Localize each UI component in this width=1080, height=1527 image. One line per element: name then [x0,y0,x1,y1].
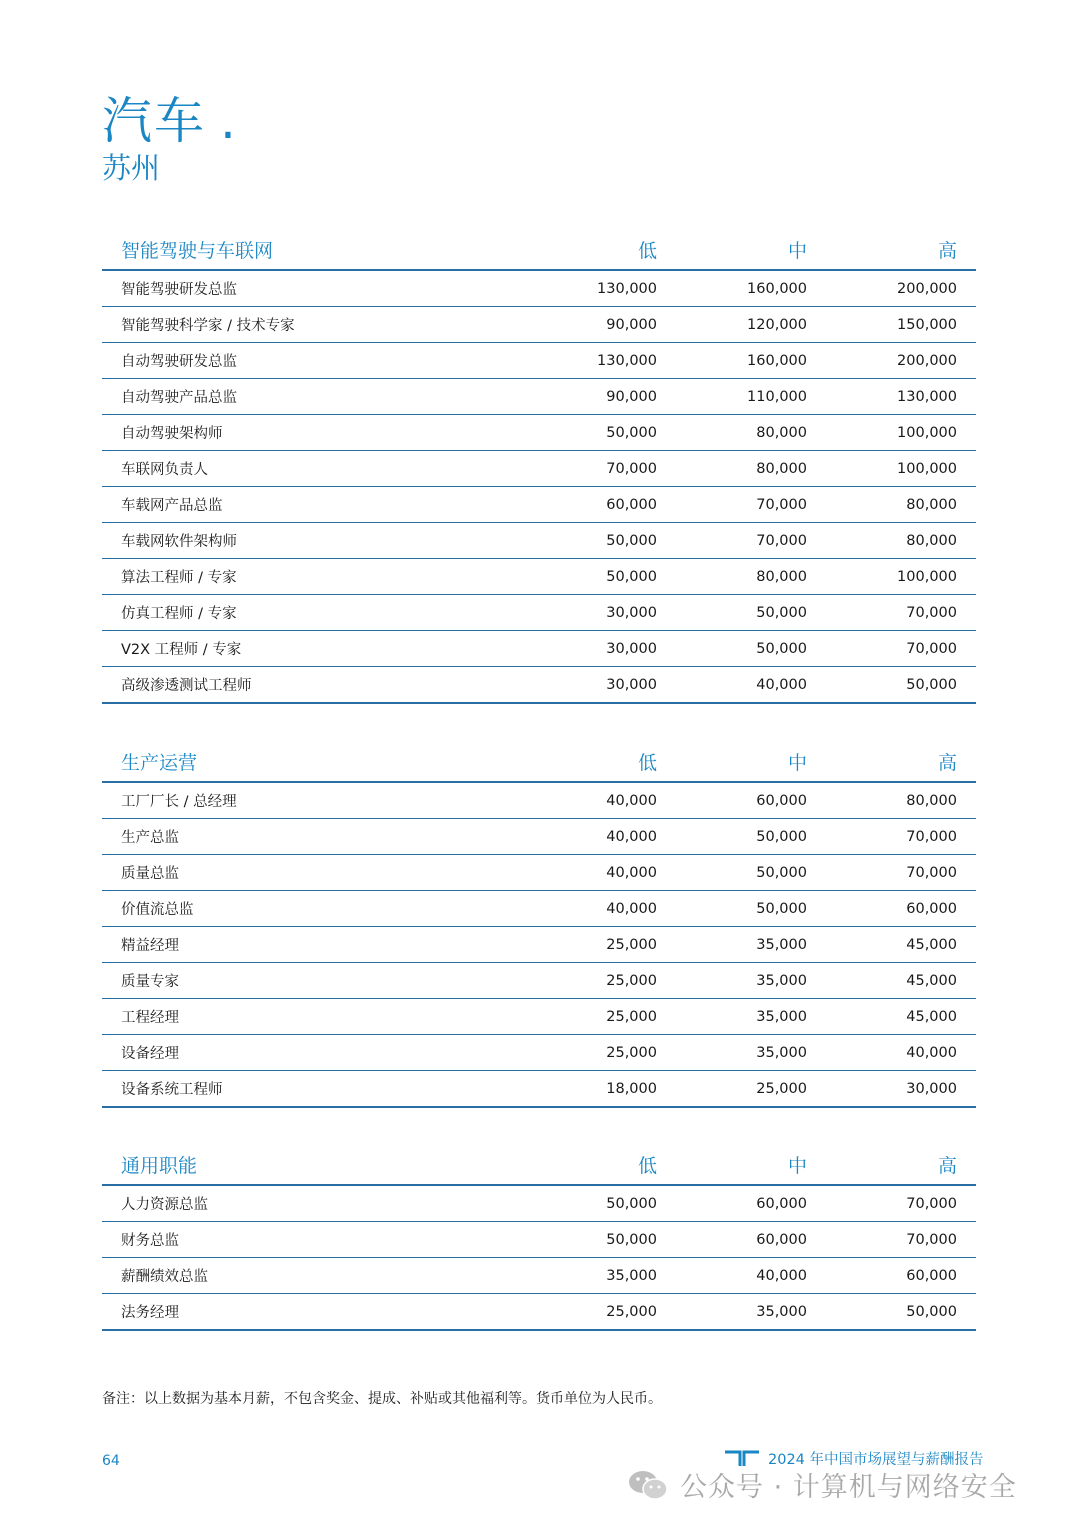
table-row [102,631,976,667]
mid-column-header: 中 [657,739,807,782]
table-row [102,487,976,523]
table-row [102,1294,976,1331]
salary-mid: 160,000 [657,343,807,379]
table-row [102,667,976,704]
salary-high: 70,000 [807,855,976,891]
salary-mid: 35,000 [657,999,807,1035]
job-title: 生产总监 [102,819,502,855]
high-column-header: 高 [807,227,976,270]
job-title: 工厂厂长 / 总经理 [102,782,502,819]
page-title-text: 汽车 [102,92,206,150]
salary-mid: 70,000 [657,487,807,523]
mid-column-header: 中 [657,1142,807,1185]
job-title: 设备经理 [102,1035,502,1071]
job-title: 法务经理 [102,1294,502,1331]
table-header-row [102,1142,976,1185]
salary-low: 30,000 [502,631,657,667]
job-title: 财务总监 [102,1222,502,1258]
salary-table-intelligent-driving [102,227,976,704]
salary-high: 100,000 [807,415,976,451]
page-number: 64 [102,1453,120,1469]
salary-low: 90,000 [502,379,657,415]
salary-low: 35,000 [502,1258,657,1294]
salary-table-general-functions [102,1142,976,1331]
salary-mid: 160,000 [657,270,807,307]
table-header-row [102,227,976,270]
footnote: 备注：以上数据为基本月薪，不包含奖金、提成、补贴或其他福利等。货币单位为人民币。 [102,1391,662,1407]
table-row [102,963,976,999]
salary-high: 100,000 [807,451,976,487]
salary-mid: 60,000 [657,1185,807,1222]
table-row [102,270,976,307]
job-title: 自动驾驶研发总监 [102,343,502,379]
salary-mid: 80,000 [657,559,807,595]
job-title: 车联网负责人 [102,451,502,487]
salary-high: 60,000 [807,1258,976,1294]
salary-mid: 50,000 [657,891,807,927]
salary-high: 150,000 [807,307,976,343]
job-title: 精益经理 [102,927,502,963]
salary-high: 70,000 [807,595,976,631]
salary-mid: 25,000 [657,1071,807,1108]
salary-high: 80,000 [807,523,976,559]
mid-column-header: 中 [657,227,807,270]
page-title [102,92,238,150]
job-title: 高级渗透测试工程师 [102,667,502,704]
salary-mid: 110,000 [657,379,807,415]
salary-low: 40,000 [502,782,657,819]
salary-mid: 40,000 [657,667,807,704]
watermark [628,1465,1017,1504]
table-row [102,1258,976,1294]
salary-high: 80,000 [807,487,976,523]
job-title: 质量专家 [102,963,502,999]
job-title: 质量总监 [102,855,502,891]
salary-low: 70,000 [502,451,657,487]
table-row [102,523,976,559]
table-row [102,1222,976,1258]
salary-low: 130,000 [502,343,657,379]
salary-high: 80,000 [807,782,976,819]
salary-low: 50,000 [502,1222,657,1258]
table-row [102,855,976,891]
salary-mid: 50,000 [657,595,807,631]
low-column-header: 低 [502,227,657,270]
salary-high: 70,000 [807,1185,976,1222]
salary-mid: 50,000 [657,631,807,667]
salary-mid: 50,000 [657,819,807,855]
salary-low: 40,000 [502,891,657,927]
low-column-header: 低 [502,739,657,782]
salary-high: 200,000 [807,343,976,379]
salary-low: 18,000 [502,1071,657,1108]
low-column-header: 低 [502,1142,657,1185]
salary-mid: 35,000 [657,927,807,963]
salary-high: 30,000 [807,1071,976,1108]
salary-high: 45,000 [807,927,976,963]
salary-high: 70,000 [807,819,976,855]
salary-high: 50,000 [807,1294,976,1331]
salary-mid: 35,000 [657,1035,807,1071]
table-row [102,343,976,379]
table-row [102,307,976,343]
salary-mid: 35,000 [657,963,807,999]
job-title: 仿真工程师 / 专家 [102,595,502,631]
job-title: 自动驾驶架构师 [102,415,502,451]
salary-low: 25,000 [502,1294,657,1331]
table-row [102,379,976,415]
salary-mid: 50,000 [657,855,807,891]
salary-mid: 35,000 [657,1294,807,1331]
salary-mid: 70,000 [657,523,807,559]
salary-mid: 40,000 [657,1258,807,1294]
salary-low: 30,000 [502,667,657,704]
page-title-dot: . [220,92,238,150]
salary-low: 50,000 [502,523,657,559]
table-row [102,415,976,451]
table-row [102,927,976,963]
job-title: 价值流总监 [102,891,502,927]
table-row [102,451,976,487]
salary-high: 130,000 [807,379,976,415]
wechat-icon [628,1468,668,1502]
job-title: 人力资源总监 [102,1185,502,1222]
salary-high: 100,000 [807,559,976,595]
salary-low: 90,000 [502,307,657,343]
category-heading: 智能驾驶与车联网 [102,227,502,270]
table-row [102,1071,976,1108]
job-title: 算法工程师 / 专家 [102,559,502,595]
table-row [102,782,976,819]
salary-high: 45,000 [807,963,976,999]
job-title: 车载网软件架构师 [102,523,502,559]
job-title: 智能驾驶研发总监 [102,270,502,307]
category-heading: 生产运营 [102,739,502,782]
salary-low: 60,000 [502,487,657,523]
high-column-header: 高 [807,1142,976,1185]
job-title: 设备系统工程师 [102,1071,502,1108]
table-row [102,559,976,595]
page-subtitle: 苏州 [102,151,161,185]
salary-high: 60,000 [807,891,976,927]
salary-low: 50,000 [502,559,657,595]
table-row [102,1185,976,1222]
salary-table-production-operations [102,739,976,1108]
salary-mid: 80,000 [657,415,807,451]
salary-low: 25,000 [502,1035,657,1071]
salary-high: 70,000 [807,631,976,667]
salary-low: 25,000 [502,927,657,963]
table-row [102,819,976,855]
job-title: V2X 工程师 / 专家 [102,631,502,667]
salary-high: 200,000 [807,270,976,307]
job-title: 智能驾驶科学家 / 技术专家 [102,307,502,343]
salary-mid: 60,000 [657,782,807,819]
salary-low: 25,000 [502,999,657,1035]
salary-high: 50,000 [807,667,976,704]
salary-mid: 60,000 [657,1222,807,1258]
salary-mid: 80,000 [657,451,807,487]
table-row [102,595,976,631]
job-title: 工程经理 [102,999,502,1035]
salary-high: 70,000 [807,1222,976,1258]
salary-low: 40,000 [502,819,657,855]
table-row [102,999,976,1035]
salary-mid: 120,000 [657,307,807,343]
salary-low: 130,000 [502,270,657,307]
watermark-text: 公众号 · 计算机与网络安全 [680,1472,1017,1503]
category-heading: 通用职能 [102,1142,502,1185]
job-title: 薪酬绩效总监 [102,1258,502,1294]
report-title: 2024 年中国市场展望与薪酬报告 [768,1452,984,1468]
high-column-header: 高 [807,739,976,782]
salary-low: 25,000 [502,963,657,999]
table-row [102,1035,976,1071]
salary-low: 50,000 [502,1185,657,1222]
salary-low: 40,000 [502,855,657,891]
salary-low: 30,000 [502,595,657,631]
table-row [102,891,976,927]
salary-high: 45,000 [807,999,976,1035]
job-title: 车载网产品总监 [102,487,502,523]
salary-high: 40,000 [807,1035,976,1071]
table-header-row [102,739,976,782]
job-title: 自动驾驶产品总监 [102,379,502,415]
salary-low: 50,000 [502,415,657,451]
